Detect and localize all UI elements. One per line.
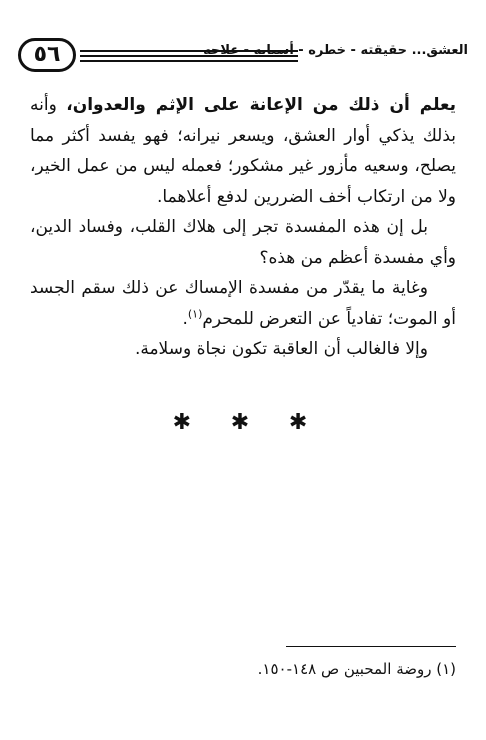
asterisk-icon: ✱: [172, 410, 198, 435]
paragraph-2: بل إن هذه المفسدة تجر إلى هلاك القلب، وفساد الدين، وأي مفسدة أعظم من هذه؟: [30, 217, 456, 268]
body-text: [30, 90, 456, 365]
asterisk-icon: ✱: [230, 410, 256, 435]
paragraph-3: [30, 273, 456, 334]
footnote-rule: [286, 646, 456, 647]
paragraph-1-rest: وأنه بذلك يذكي أوار العشق، ويسعر نيرانه؛ فهو يفسد أكثر مما يصلح، وسعيه مأزور غير مشكور؛ فعمله ليس من عمل الخير، ولا من ارتكاب أخف الضررين لدفع أعلاهما.: [30, 95, 456, 207]
paragraph-4: وإلا فالغالب أن العاقبة تكون نجاة وسلامة.: [134, 339, 428, 359]
asterisk-icon: ✱: [288, 410, 314, 435]
paragraph-3-text: وغاية ما يقدّر من مفسدة الإمساك عن ذلك سقم الجسد أو الموت؛ تفادياً عن التعرض للمحرم: [30, 278, 456, 329]
footnote-ref[interactable]: (١): [187, 306, 203, 320]
page-number: ٥٦: [18, 38, 76, 72]
paragraph-1: [30, 90, 456, 212]
header-rule: [80, 60, 298, 62]
footnote: (١) روضة المحبين ص ١٤٨-١٥٠.: [257, 660, 456, 678]
running-title: العشق... حقيقته - خطره - أسبابه - علاجه: [203, 43, 468, 58]
paragraph-1-lead: يعلم أن ذلك من الإعانة على الإثم والعدوان،: [66, 95, 456, 115]
page-header: [18, 36, 468, 76]
section-separator: [0, 410, 486, 435]
paragraph-3-end: .: [182, 308, 188, 329]
